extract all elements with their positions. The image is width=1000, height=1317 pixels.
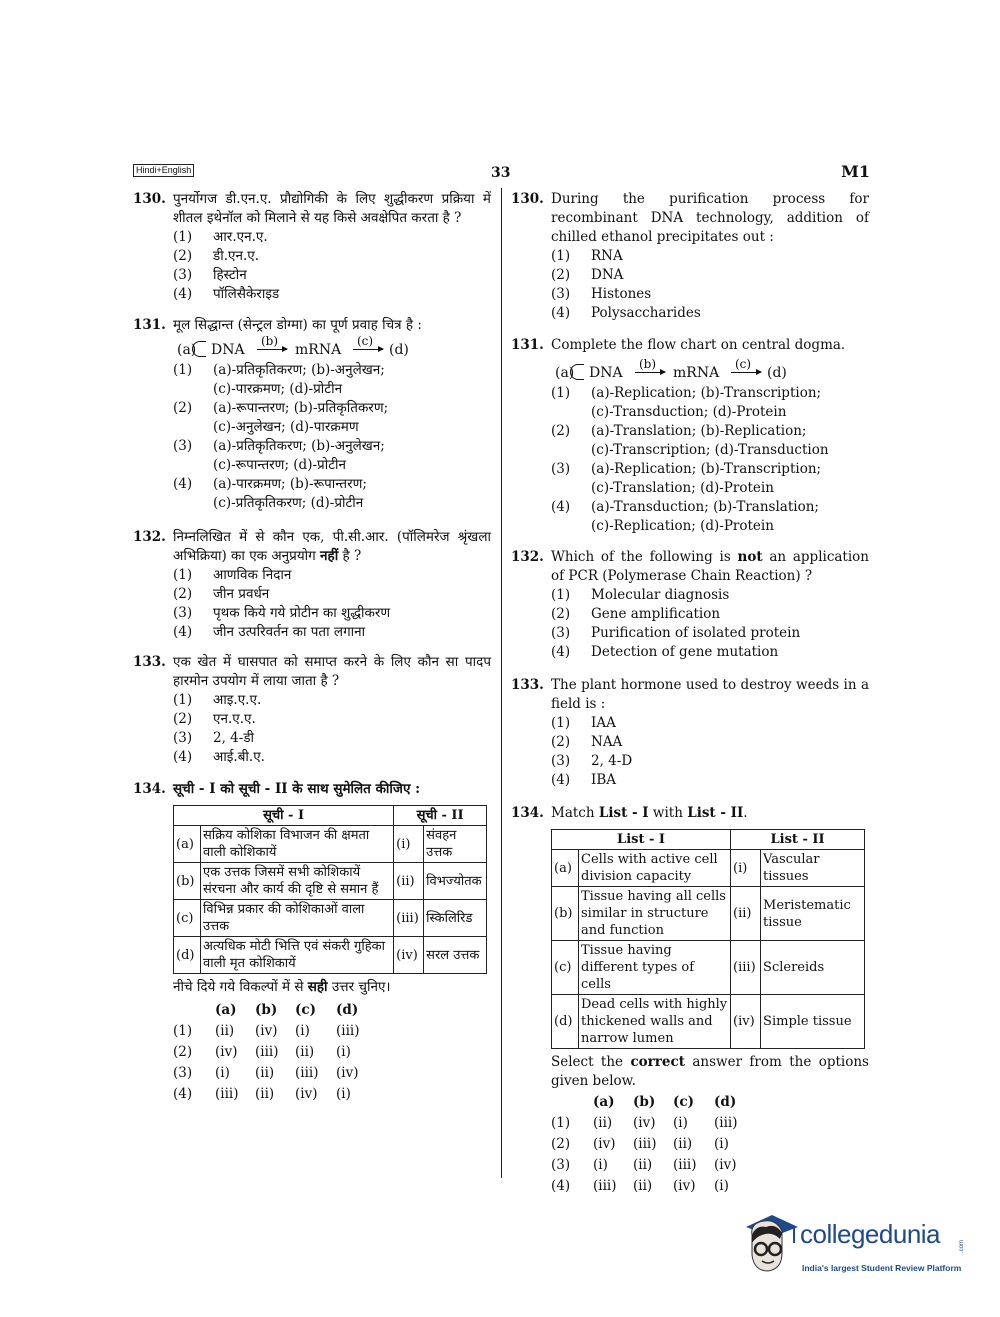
- table-row: [552, 941, 865, 995]
- option-number: (3): [551, 753, 571, 769]
- option: [173, 266, 491, 285]
- table-row: [552, 887, 865, 941]
- option-text: NAA: [591, 734, 623, 750]
- option: [173, 475, 491, 513]
- option-number: (4): [173, 624, 193, 640]
- option-number: (2): [173, 400, 193, 416]
- question-text: [173, 528, 491, 566]
- question-number: 132.: [511, 549, 544, 565]
- answer-col-head: (c): [673, 1094, 694, 1110]
- option: [173, 361, 491, 399]
- answer-cell: (iii): [673, 1157, 697, 1173]
- answer-cell: (iii): [295, 1065, 319, 1081]
- table-header: सूची - I: [174, 806, 394, 826]
- answer-cell: (ii): [295, 1044, 315, 1060]
- answer-col-head: (a): [593, 1094, 615, 1110]
- answer-cell: (i): [336, 1044, 351, 1060]
- option-number: (3): [173, 730, 193, 746]
- option: [173, 228, 491, 247]
- option-text: जीन प्रवर्धन: [213, 586, 270, 602]
- question-133-hindi: [133, 653, 491, 767]
- answer-col-head: (b): [633, 1094, 656, 1110]
- flow-label-b: (b): [639, 357, 657, 371]
- option: [551, 304, 869, 323]
- answer-number: (1): [551, 1115, 571, 1131]
- option-line: (c)-पारक्रमण; (d)-प्रोटीन: [213, 381, 343, 397]
- option: [551, 605, 869, 624]
- option-number: (2): [173, 586, 193, 602]
- option: [173, 285, 491, 304]
- answer-col-head: (d): [714, 1094, 737, 1110]
- match-table: [551, 829, 865, 1049]
- text-emphasis: correct: [630, 1054, 685, 1070]
- question-text: Complete the flow chart on central dogma.: [551, 337, 846, 353]
- row-key: (iv): [731, 995, 761, 1049]
- answer-cell: (i): [593, 1157, 608, 1173]
- list-1-item: अत्यधिक मोटी भित्ति एवं संकरी गुहिका वाली मृत कोशिकायें: [201, 937, 394, 974]
- answer-cell: (i): [215, 1065, 230, 1081]
- question-text: The plant hormone used to destroy weeds in a field is :: [551, 677, 869, 712]
- answer-row: [551, 1177, 869, 1198]
- option-text: DNA: [591, 267, 624, 283]
- answer-header: [173, 1001, 491, 1022]
- list-1-item: सक्रिय कोशिका विभाजन की क्षमता वाली कोशिकायें: [201, 826, 394, 863]
- list-1-item: Dead cells with highly thickened walls and narrow lumen: [579, 995, 731, 1049]
- question-number: 133.: [133, 654, 166, 670]
- answer-number: (2): [551, 1136, 571, 1152]
- question-text: पुनर्योगज डी.एन.ए. प्रौद्योगिकी के लिए शुद्धीकरण प्रक्रिया में शीतल इथेनॉल को मिलाने से यह किसे अवक्षेपित करता है ?: [173, 191, 491, 226]
- answer-number: (4): [551, 1178, 571, 1194]
- answer-cell: (i): [714, 1178, 729, 1194]
- text-part: उत्तर चुनिए।: [327, 979, 391, 995]
- answer-cell: (iii): [255, 1044, 279, 1060]
- flow-label-b: (b): [261, 334, 279, 348]
- answer-row: [173, 1022, 491, 1043]
- text-part: an application of PCR (Polymerase Chain Reaction) ?: [551, 549, 869, 584]
- column-divider: [501, 188, 502, 1178]
- flow-dna: DNA: [589, 365, 623, 381]
- question-number: 130.: [133, 191, 166, 207]
- answer-cell: (ii): [633, 1157, 653, 1173]
- row-key: (a): [174, 826, 201, 863]
- row-key: (d): [552, 995, 579, 1049]
- language-label: Hindi+English: [133, 164, 194, 177]
- row-key: (b): [174, 863, 201, 900]
- mascot-icon: [742, 1213, 800, 1283]
- list-1-item: Cells with active cell division capacity: [579, 850, 731, 887]
- answer-cell: (iii): [633, 1136, 657, 1152]
- answer-number: (3): [173, 1065, 193, 1081]
- option-text: RNA: [591, 248, 623, 264]
- text-emphasis: सही: [307, 979, 328, 995]
- answer-cell: (i): [295, 1023, 310, 1039]
- option: [173, 691, 491, 710]
- table-row: [174, 826, 487, 863]
- option-number: (4): [551, 305, 571, 321]
- option-number: (3): [173, 267, 193, 283]
- text-emphasis: List - I: [598, 805, 649, 821]
- collegedunia-logo[interactable]: [742, 1213, 972, 1283]
- option-line: (c)-प्रतिकृतिकरण; (d)-प्रोटीन: [213, 495, 364, 511]
- option: [551, 586, 869, 605]
- table-row: [174, 863, 487, 900]
- loop-arrow-icon: [192, 341, 206, 357]
- flow-label-a: (a): [177, 342, 197, 358]
- option-line: (c)-Replication; (d)-Protein: [591, 518, 774, 534]
- option-text: 2, 4-D: [591, 753, 633, 769]
- answer-cell: (i): [714, 1136, 729, 1152]
- answer-cell: (iv): [215, 1044, 238, 1060]
- option-line: (c)-Transcription; (d)-Transduction: [591, 442, 829, 458]
- arrow-icon: [635, 357, 665, 373]
- option-line: (c)-रूपान्तरण; (d)-प्रोटीन: [213, 457, 346, 473]
- text-part: .: [743, 805, 748, 821]
- list-1-item: विभिन्न प्रकार की कोशिकाओं वाला उत्तक: [201, 900, 394, 937]
- question-134-english: [511, 804, 869, 1198]
- table-header: सूची - II: [394, 806, 487, 826]
- row-key: (a): [552, 850, 579, 887]
- question-number: 133.: [511, 677, 544, 693]
- answer-col-head: (a): [215, 1002, 237, 1018]
- text-part: Match: [551, 805, 599, 821]
- option: [173, 729, 491, 748]
- option-text: आई.बी.ए.: [213, 749, 265, 765]
- list-2-item: Sclereids: [761, 941, 865, 995]
- option-number: (1): [173, 362, 193, 378]
- option-text: IBA: [591, 772, 617, 788]
- option-number: (3): [173, 605, 193, 621]
- answer-cell: (iv): [255, 1023, 278, 1039]
- option-text: Polysaccharides: [591, 305, 701, 321]
- option-number: (4): [551, 772, 571, 788]
- answer-cell: (iv): [593, 1136, 616, 1152]
- option-text: डी.एन.ए.: [213, 248, 260, 264]
- text-emphasis: List - II: [687, 805, 744, 821]
- logo-tagline: India's largest Student Review Platform: [802, 1263, 962, 1273]
- answer-row: [551, 1135, 869, 1156]
- flow-dna: DNA: [211, 342, 245, 358]
- arrow-icon: [731, 357, 761, 373]
- option: [173, 566, 491, 585]
- text-part: with: [648, 805, 688, 821]
- list-2-item: विभज्योतक: [424, 863, 487, 900]
- select-instruction: [173, 978, 491, 997]
- question-text: During the purification process for recombinant DNA technology, addition of chilled ethanol precipitates out :: [551, 191, 869, 245]
- answer-cell: (ii): [673, 1136, 693, 1152]
- logo-brand: collegedunia: [800, 1219, 941, 1249]
- flow-label-d: (d): [767, 365, 787, 381]
- option-number: (2): [551, 734, 571, 750]
- option-number: (4): [551, 644, 571, 660]
- option: [551, 498, 869, 536]
- question-131-hindi: [133, 316, 491, 513]
- option-line: (a)-Replication; (b)-Transcription;: [591, 461, 822, 477]
- table-header: List - II: [731, 830, 865, 850]
- option-text: Detection of gene mutation: [591, 644, 779, 660]
- list-2-item: संवहन उत्तक: [424, 826, 487, 863]
- option: [551, 643, 869, 662]
- answer-number: (3): [551, 1157, 571, 1173]
- question-number: 134.: [511, 805, 544, 821]
- answer-cell: (iv): [336, 1065, 359, 1081]
- row-key: (b): [552, 887, 579, 941]
- option: [173, 710, 491, 729]
- question-134-hindi: [133, 780, 491, 1106]
- text-part: है ?: [338, 548, 362, 564]
- option-number: (1): [551, 715, 571, 731]
- option-number: (4): [173, 286, 193, 302]
- answer-cell: (ii): [593, 1115, 613, 1131]
- question-number: 134.: [133, 781, 166, 797]
- option-text: एन.ए.ए.: [213, 711, 256, 727]
- table-row: [552, 850, 865, 887]
- answer-cell: (iii): [336, 1023, 360, 1039]
- list-1-item: Tissue having all cells similar in structure and function: [579, 887, 731, 941]
- page-header: [133, 162, 870, 186]
- option: [551, 771, 869, 790]
- row-key: (i): [394, 826, 424, 863]
- option: [551, 266, 869, 285]
- answer-number: (4): [173, 1086, 193, 1102]
- option-number: (2): [551, 606, 571, 622]
- text-part: Select the: [551, 1054, 631, 1070]
- option-number: (4): [173, 749, 193, 765]
- text-emphasis: नहीं: [320, 548, 339, 564]
- answer-cell: (iii): [593, 1178, 617, 1194]
- answer-cell: (ii): [255, 1086, 275, 1102]
- option: [173, 623, 491, 642]
- option-text: Histones: [591, 286, 652, 302]
- page-number: 33: [491, 165, 511, 181]
- list-2-item: सरल उत्तक: [424, 937, 487, 974]
- text-part: Which of the following is: [551, 549, 738, 565]
- option-line: (a)-रूपान्तरण; (b)-प्रतिकृतिकरण;: [213, 400, 389, 416]
- option-number: (1): [173, 692, 193, 708]
- list-1-item: Tissue having different types of cells: [579, 941, 731, 995]
- answer-cell: (iv): [714, 1157, 737, 1173]
- option-number: (1): [173, 567, 193, 583]
- answer-cell: (i): [336, 1086, 351, 1102]
- row-key: (i): [731, 850, 761, 887]
- option: [551, 384, 869, 422]
- option-text: जीन उत्परिवर्तन का पता लगाना: [213, 624, 366, 640]
- option-number: (1): [551, 385, 571, 401]
- option-text: हिस्टोन: [213, 267, 247, 283]
- select-instruction: [551, 1053, 869, 1091]
- text-emphasis: not: [737, 549, 763, 565]
- option: [173, 399, 491, 437]
- logo-suffix: .com: [959, 1239, 966, 1254]
- table-header: List - I: [552, 830, 731, 850]
- option-number: (4): [551, 499, 571, 515]
- flow-label-c: (c): [357, 334, 374, 348]
- option-number: (2): [551, 267, 571, 283]
- booklet-code: M1: [841, 162, 870, 181]
- flow-label-d: (d): [389, 342, 409, 358]
- question-number: 131.: [133, 317, 166, 333]
- option-line: (c)-Transduction; (d)-Protein: [591, 404, 787, 420]
- arrow-icon: [257, 334, 287, 350]
- option: [551, 752, 869, 771]
- answer-cell: (iv): [633, 1115, 656, 1131]
- text-part: नीचे दिये गये विकल्पों में से: [173, 979, 308, 995]
- option-number: (1): [173, 229, 193, 245]
- match-table: [173, 805, 487, 974]
- option-line: (a)-प्रतिकृतिकरण; (b)-अनुलेखन;: [213, 362, 385, 378]
- central-dogma-flow: [555, 358, 869, 384]
- option: [551, 460, 869, 498]
- answer-cell: (i): [673, 1115, 688, 1131]
- row-key: (ii): [731, 887, 761, 941]
- option-text: Gene amplification: [591, 606, 721, 622]
- answer-options: [551, 1093, 869, 1198]
- answer-number: (1): [173, 1023, 193, 1039]
- row-key: (iii): [731, 941, 761, 995]
- text-part: निम्नलिखित में से कौन एक, पी.सी.आर. (पॉलिमरेज श्रृंखला अभिक्रिया) का एक अनुप्रयोग: [173, 529, 491, 564]
- answer-row: [173, 1085, 491, 1106]
- row-key: (iii): [394, 900, 424, 937]
- list-1-item: एक उत्तक जिसमें सभी कोशिकायें संरचना और कार्य की दृष्टि से समान हैं: [201, 863, 394, 900]
- row-key: (ii): [394, 863, 424, 900]
- list-2-item: Simple tissue: [761, 995, 865, 1049]
- option: [173, 585, 491, 604]
- answer-row: [551, 1114, 869, 1135]
- central-dogma-flow: [177, 335, 491, 361]
- list-2-item: स्किलिरिड: [424, 900, 487, 937]
- answer-row: [173, 1043, 491, 1064]
- option: [551, 714, 869, 733]
- question-text: मूल सिद्धान्त (सेन्ट्रल डोग्मा) का पूर्ण प्रवाह चित्र है :: [173, 317, 422, 333]
- option-number: (2): [173, 711, 193, 727]
- option-line: (a)-प्रतिकृतिकरण; (b)-अनुलेखन;: [213, 438, 385, 454]
- question-130-hindi: [133, 190, 491, 304]
- option-text: आणविक निदान: [213, 567, 292, 583]
- row-key: (c): [552, 941, 579, 995]
- option: [551, 624, 869, 643]
- option-line: (c)-Translation; (d)-Protein: [591, 480, 774, 496]
- flow-label-c: (c): [735, 357, 752, 371]
- answer-row: [173, 1064, 491, 1085]
- answer-options: [173, 1001, 491, 1106]
- option-number: (4): [173, 476, 193, 492]
- answer-cell: (iv): [295, 1086, 318, 1102]
- option: [173, 247, 491, 266]
- answer-header: [551, 1093, 869, 1114]
- row-key: (iv): [394, 937, 424, 974]
- option-line: (a)-Translation; (b)-Replication;: [591, 423, 807, 439]
- answer-col-head: (b): [255, 1002, 278, 1018]
- answer-cell: (iii): [215, 1086, 239, 1102]
- question-text: सूची - I को सूची - II के साथ सुमेलित कीजिए :: [173, 781, 421, 797]
- option-number: (3): [173, 438, 193, 454]
- question-text: [551, 804, 869, 823]
- answer-cell: (ii): [633, 1178, 653, 1194]
- text-part: answer from the options given below.: [551, 1054, 869, 1089]
- question-131-english: [511, 336, 869, 536]
- option: [551, 247, 869, 266]
- table-row: [174, 937, 487, 974]
- question-133-english: [511, 676, 869, 790]
- question-132-hindi: [133, 528, 491, 642]
- option-text: IAA: [591, 715, 616, 731]
- table-row: [552, 995, 865, 1049]
- answer-col-head: (d): [336, 1002, 359, 1018]
- list-2-item: Vascular tissues: [761, 850, 865, 887]
- loop-arrow-icon: [570, 364, 584, 380]
- option: [551, 285, 869, 304]
- option-line: (a)-Transduction; (b)-Translation;: [591, 499, 819, 515]
- answer-cell: (iv): [673, 1178, 696, 1194]
- option-line: (c)-अनुलेखन; (d)-पारक्रमण: [213, 419, 359, 435]
- arrow-icon: [353, 334, 383, 350]
- answer-cell: (ii): [255, 1065, 275, 1081]
- answer-cell: (iii): [714, 1115, 738, 1131]
- option: [551, 733, 869, 752]
- answer-col-head: (c): [295, 1002, 316, 1018]
- option-number: (2): [551, 423, 571, 439]
- option-text: Purification of isolated protein: [591, 625, 801, 641]
- question-number: 132.: [133, 529, 166, 545]
- option-number: (1): [551, 248, 571, 264]
- flow-mrna: mRNA: [295, 342, 342, 358]
- option-number: (3): [551, 625, 571, 641]
- option-text: पृथक किये गये प्रोटीन का शुद्धीकरण: [213, 605, 391, 621]
- answer-row: [551, 1156, 869, 1177]
- option-number: (1): [551, 587, 571, 603]
- option-text: आइ.ए.ए.: [213, 692, 262, 708]
- option: [173, 604, 491, 623]
- question-number: 130.: [511, 191, 544, 207]
- question-text: एक खेत में घासपात को समाप्त करने के लिए कौन सा पादप हारमोन उपयोग में लाया जाता है ?: [173, 654, 491, 689]
- answer-cell: (ii): [215, 1023, 235, 1039]
- question-130-english: [511, 190, 869, 323]
- row-key: (d): [174, 937, 201, 974]
- flow-label-a: (a): [555, 365, 575, 381]
- flow-mrna: mRNA: [673, 365, 720, 381]
- option: [173, 437, 491, 475]
- question-text: [551, 548, 869, 586]
- option-number: (3): [551, 286, 571, 302]
- question-number: 131.: [511, 337, 544, 353]
- option-text: Molecular diagnosis: [591, 587, 730, 603]
- option-text: आर.एन.ए.: [213, 229, 268, 245]
- answer-number: (2): [173, 1044, 193, 1060]
- option: [551, 422, 869, 460]
- question-132-english: [511, 548, 869, 662]
- table-row: [174, 900, 487, 937]
- option-line: (a)-Replication; (b)-Transcription;: [591, 385, 822, 401]
- list-2-item: Meristematic tissue: [761, 887, 865, 941]
- option: [173, 748, 491, 767]
- option-number: (3): [551, 461, 571, 477]
- option-line: (a)-पारक्रमण; (b)-रूपान्तरण;: [213, 476, 367, 492]
- row-key: (c): [174, 900, 201, 937]
- option-text: 2, 4-डी: [213, 730, 255, 746]
- option-number: (2): [173, 248, 193, 264]
- option-text: पॉलिसैकेराइड: [213, 286, 280, 302]
